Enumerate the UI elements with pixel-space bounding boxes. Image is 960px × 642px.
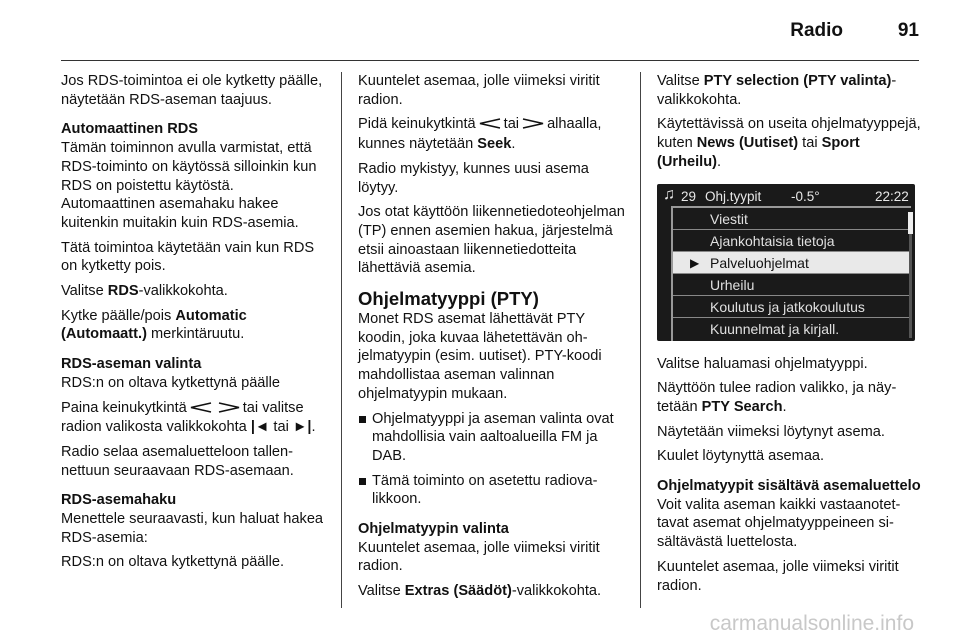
column-divider [640, 72, 641, 608]
play-arrow-icon: ▶ [690, 255, 700, 270]
text: Valitse [657, 73, 704, 89]
paragraph [61, 307, 326, 344]
paragraph: Valitse haluamasi ohjelmatyyppi. [657, 355, 868, 372]
menu-term: PTY selection (PTY valinta) [703, 73, 892, 89]
text: -valikkokohta. [657, 73, 897, 108]
menu-term: RDS [107, 283, 139, 300]
paragraph [657, 72, 922, 109]
rocker-left-icon [190, 400, 212, 419]
text: Paina keinukytkintä [61, 399, 187, 416]
subheading: Ohjelmatyypit sisältävä asemaluettelo [657, 478, 921, 495]
paragraph [358, 582, 625, 601]
paragraph: Radio selaa asemaluetteloon tallennettuun seuraavaan RDS-asemaan. [61, 443, 294, 479]
column-divider [341, 72, 342, 608]
paragraph: Monet RDS asemat lähettävät PTY koodin, joka kuvaa lähetettävän ohjelmatyypin (esim. uutiset). PTY-koodi mahdollistaa aseman valinnan ohjelmatyypin mukaan. [358, 311, 602, 402]
paragraph: Paina keinukytkintä tai valitse radion valikosta valikkokohta |◄ tai ►|. [61, 399, 316, 436]
menu-term: Automatic (Automaatt.) [61, 307, 247, 343]
column-1 [61, 72, 326, 578]
watermark: carmanualsonline.info [709, 612, 914, 635]
pty-item-label: Palveluohjelmat [710, 254, 809, 271]
paragraph: Tämän toiminnon avulla varmistat, että RDS-toiminto on käytössä silloinkin kun RDS on poistettu käytöstä. Automaattinen asemahaku hakee kuitenkin muitakin kuin RDS-asemia. [61, 140, 317, 231]
subheading: RDS-asemahaku [61, 492, 177, 509]
radio-display [657, 184, 915, 341]
paragraph: Tätä toimintoa käytetään vain kun RDS on kytketty pois. [61, 239, 315, 275]
display-title: Ohj.tyypit [705, 188, 762, 204]
subheading: Automaattinen RDS [61, 121, 199, 138]
page-header [61, 0, 919, 61]
music-note-icon: ♫ [663, 185, 675, 203]
clock: 22:22 [875, 188, 909, 204]
column-2 [358, 72, 625, 607]
rocker-right-icon [218, 400, 240, 419]
bullet-item: Tämä toiminto on asetettu radiovalikkoon. [358, 472, 625, 509]
pty-item[interactable]: Viestit [673, 208, 909, 230]
paragraph [358, 115, 625, 153]
menu-term: News (Uutiset) [696, 135, 799, 152]
text: -valikkokohta. [511, 583, 602, 600]
paragraph [657, 379, 922, 416]
page-number: 91 [897, 20, 919, 41]
pty-item[interactable]: Ajankohtaisia tietoja [673, 230, 909, 252]
section-title: Radio [790, 20, 843, 41]
text: merkintäruutu. [146, 326, 245, 343]
paragraph: Jos RDS-toimintoa ei ole kytketty päälle, näytetään RDS-aseman taajuus. [61, 73, 323, 108]
channel-number: 29 [681, 188, 697, 204]
scrollbar-thumb[interactable] [908, 212, 913, 234]
text: Pidä keinukytkintä [358, 116, 476, 133]
text: tai [273, 419, 289, 436]
paragraph: Kuuntelet asemaa, jolle viimeksi viritit radion. [358, 73, 600, 108]
menu-term: PTY Search [701, 398, 783, 415]
text: tai [503, 116, 520, 133]
paragraph: Radio mykistyy, kunnes uusi asema löytyy. [358, 160, 589, 196]
section-heading: Ohjelmatyyppi (PTY) [358, 288, 539, 310]
paragraph [61, 282, 326, 301]
paragraph: Kuuntelet asemaa, jolle viimeksi viritit radion. [657, 558, 899, 594]
text: Kytke päälle/pois [61, 307, 176, 324]
paragraph: Jos otat käyttöön liikennetiedoteohjelman (TP) ennen asemien hakua, järjestelmä etsii ainoastaan liikennetiedotteita lähettäviä asemia. [358, 204, 625, 277]
pty-list [671, 206, 911, 341]
paragraph: Menettele seuraavasti, kun haluat hakea RDS-asemia: [61, 511, 324, 546]
menu-term: Extras (Säädöt) [404, 583, 512, 600]
paragraph [657, 115, 922, 171]
pty-item-selected[interactable] [673, 252, 909, 274]
text: . [717, 153, 722, 170]
text: tai valitse radion valikosta valikkokohta [61, 399, 304, 436]
text: Valitse [61, 283, 108, 300]
paragraph: Näytetään viimeksi löytynyt asema. [657, 423, 885, 440]
subheading: Ohjelmatyypin valinta [358, 521, 509, 538]
paragraph: RDS:n on oltava kytkettynä päälle. [61, 554, 285, 571]
paragraph: RDS:n on oltava kytkettynä päälle [61, 374, 281, 391]
skip-back-icon: |◄ [250, 419, 270, 436]
text: Näyttöön tulee radion valikko, ja näytetään [657, 380, 897, 415]
text: Käytettävissä on useita ohjelmatyyppejä, kuten [657, 116, 921, 152]
text: Valitse [358, 583, 405, 600]
menu-term: Seek [477, 136, 512, 153]
menu-term: Sport (Urheilu) [657, 135, 860, 170]
text: . [782, 398, 787, 415]
scrollbar[interactable] [909, 212, 912, 338]
display-status-bar [657, 184, 915, 208]
paragraph: Kuulet löytynyttä asemaa. [657, 448, 825, 465]
temperature: -0.5° [791, 188, 820, 204]
rocker-right-icon [522, 116, 544, 135]
rocker-left-icon [479, 116, 501, 135]
paragraph: Kuuntelet asemaa, jolle viimeksi viritit radion. [358, 539, 600, 575]
text: -valikkokohta. [138, 283, 228, 300]
pty-item[interactable]: Koulutus ja jatkokoulutus [673, 296, 909, 318]
text: . [511, 136, 516, 153]
pty-item[interactable]: Kuunnelmat ja kirjall. [710, 320, 840, 337]
subheading: RDS-aseman valinta [61, 356, 202, 373]
text: alhaalla, kunnes näytetään [358, 116, 602, 153]
paragraph: Voit valita aseman kaikki vastaanotettavat asemat ohjelmatyyppeineen sisältävästä luettelosta. [657, 496, 901, 551]
pty-item[interactable]: Urheilu [673, 274, 909, 296]
text: tai [798, 135, 822, 152]
column-3 [657, 72, 922, 601]
bullet-item: Ohjelmatyyppi ja aseman valinta ovat mahdollisia vain aaltoalueilla FM ja DAB. [358, 410, 625, 466]
skip-forward-icon: ►| [292, 419, 312, 436]
